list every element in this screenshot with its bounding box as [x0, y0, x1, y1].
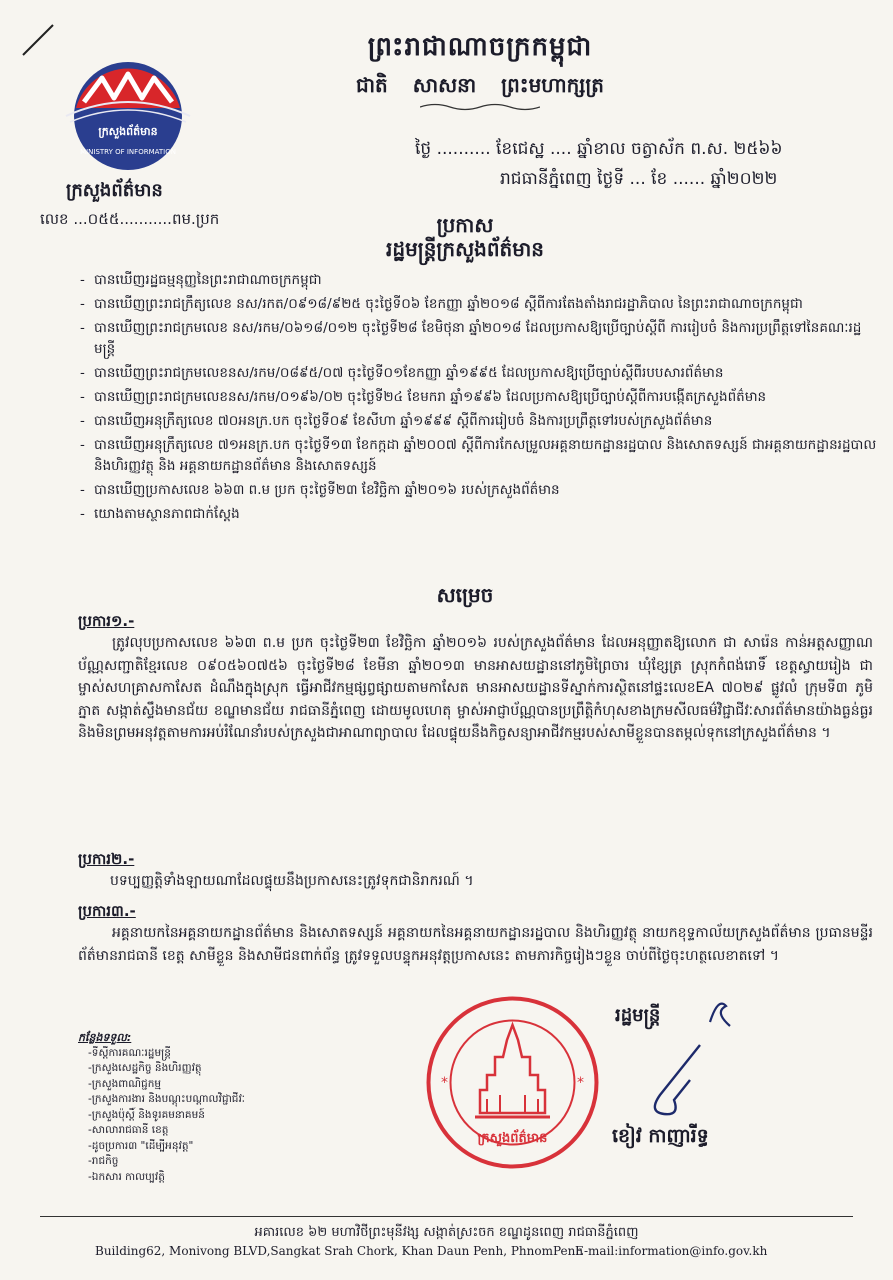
recipient-item: -ក្រសួងប៉ុស្តិ៍ និងទូរគមនាគមន៍ — [88, 1108, 205, 1121]
recipient-item: -ដូចប្រការ៣ "ដើម្បីអនុវត្ត" — [88, 1139, 194, 1152]
article-2-label: ប្រការ២.- — [78, 850, 135, 868]
article-1-label: ប្រការ១.- — [78, 612, 135, 630]
recipient-item: -ក្រសួងសេដ្ឋកិច្ច និងហិរញ្ញវត្ថុ — [88, 1062, 202, 1074]
footer-email: E-mail:information@info.gov.kh — [575, 1244, 768, 1258]
official-seal — [425, 995, 600, 1170]
considerations-list — [80, 270, 880, 528]
handwritten-slash-mark — [18, 20, 58, 60]
recipient-item: -សាលារាជធានី ខេត្ត — [88, 1124, 169, 1136]
consideration-item: - បានឃើញព្រះរាជក្រឹត្យលេខ នស/រកត/០៩១៨/៩២៥ ចុះថ្ងៃទី០៦ ខែកញ្ញា ឆ្នាំ២០១៨ ស្ដីពីការតែងតាំងរាជរដ្ឋាភិបាល នៃព្រះរាជាណាចក្រកម្ពុជា — [80, 294, 880, 315]
signatory-title: រដ្ឋមន្ត្រី — [615, 1005, 661, 1026]
ornamental-divider — [420, 102, 540, 112]
recipient-item: -ទីស្ដីការគណៈរដ្ឋមន្ត្រី — [88, 1046, 171, 1059]
svg-text:ក្រសួងព័ត៌មាន: ក្រសួងព័ត៌មាន — [477, 1131, 548, 1146]
footer-divider — [40, 1216, 853, 1217]
handwritten-signature — [640, 1040, 710, 1130]
recipient-item: -រាជកិច្ច — [88, 1155, 119, 1167]
svg-text:MINISTRY OF INFORMATION: MINISTRY OF INFORMATION — [80, 148, 176, 156]
recipient-item: -ក្រសួងពាណិជ្ជកម្ម — [88, 1077, 162, 1090]
footer-address-khmer: អគារលេខ ៦២ មហាវិថីព្រះមុនីវង្ស សង្កាត់ស្រះចក ខណ្ឌដូនពេញ រាជធានីភ្នំពេញ — [254, 1225, 639, 1240]
recipients-title: កន្លែងទទួល: — [78, 1031, 132, 1044]
article-1-text: ត្រូវលុបប្រកាសលេខ ៦៦៣ ព.ម ប្រក ចុះថ្ងៃទី២៣ ខែវិច្ឆិកា ឆ្នាំ២០១៦ របស់ក្រសួងព័ត៌មាន ដែលអនុញ្ញាតឱ្យលោក ជា សារ៉េន កាន់អត្តសញ្ញាណប័ណ្ណសញ្ជាតិខ្មែរលេខ ០៩០៥៦០៧៥៦ ចុះថ្ងៃទី២៨ ខែមីនា ឆ្នាំ២០១៣ មានអាសយដ្ឋាននៅភូមិព្រៃចារ ឃុំខ្សែត្រ ស្រុកកំពង់រោទិ៍ ខេត្តស្វាយរៀង ជាម្ចាស់សហគ្រាសកាសែត ដំណឹងក្នុងស្រុក ធ្វើអាជីវកម្មផ្សព្វផ្សាយតាមកាសែត មានអាសយដ្ឋានទីស្នាក់ការស្ថិតនៅផ្ទះលេខEA ៧០២៩ ផ្លូវលំ ក្រុមទី៣ ភូមិភ្នាត សង្កាត់ស្ទឹងមានជ័យ ខណ្ឌមានជ័យ រាជធានីភ្នំពេញ ដោយមូលហេតុ ម្ចាស់អាជ្ញាប័ណ្ណបានប្រព្រឹត្តិកំហុសខាងក្រមសីលធម៌វិជ្ជាជីវៈសារព័ត៌មានយ៉ាងធ្ងន់ធ្ងរ និងមិនព្រមអនុវត្តតាមការអប់រំណែនាំរបស់ក្រសួងជាអាណាព្យាបាល ដែលផ្ទុយនឹងកិច្ចសន្យាអាជីវកម្មរបស់សាមីខ្លួនបានតម្កល់ទុកនៅក្រសួងព័ត៌មាន ។ — [78, 635, 873, 741]
document-type: ប្រកាស — [436, 213, 494, 237]
ministry-logo — [62, 58, 194, 174]
consideration-item: - បានឃើញអនុក្រឹត្យលេខ ៧១អនក្រ.បក ចុះថ្ងៃទី១៣ ខែកក្កដា ឆ្នាំ២០០៧ ស្ដីពីការកែសម្រួលអគ្គនាយកដ្ឋានរដ្ឋបាល និងសោតទស្សន៍ ជាអគ្គនាយកដ្ឋានរដ្ឋបាល និងហិរញ្ញវត្ថុ និង អគ្គនាយកដ្ឋានព័ត៌មាន និងសោតទស្សន៍ — [80, 435, 880, 477]
recipient-item: -ក្រសួងការងារ និងបណ្ដុះបណ្ដាលវិជ្ជាជីវៈ — [88, 1093, 246, 1105]
recipient-item: -ឯកសារ កាលប្បវត្តិ — [88, 1170, 165, 1183]
consideration-item: - យោងតាមស្ថានភាពជាក់ស្ដែង — [80, 504, 880, 525]
kingdom-heading: ព្រះរាជាណាចក្រកម្ពុជា — [367, 32, 593, 62]
solar-date: រាជធានីភ្នំពេញ ថ្ងៃទី ... ខែ ...... ឆ្នាំ២០២២ — [500, 169, 778, 189]
national-motto: ជាតិ សាសនា ព្រះមហាក្សត្រ — [356, 73, 604, 97]
consideration-item: - បានឃើញព្រះរាជក្រមលេខនស/រកម/០៨៩៥/០៧ ចុះថ្ងៃទី០១ខែកញ្ញា ឆ្នាំ១៩៩៥ ដែលប្រកាសឱ្យប្រើច្បាប់ស្ដីពីរបបសារព័ត៌មាន — [80, 363, 880, 384]
article-3-text: អគ្គនាយកនៃអគ្គនាយកដ្ឋានព័ត៌មាន និងសោតទស្សន៍ អគ្គនាយកនៃអគ្គនាយកដ្ឋានរដ្ឋបាល និងហិរញ្ញវត្ថុ នាយកខុទ្ទកាល័យក្រសួងព័ត៌មាន ប្រធានមន្ទីរព័ត៌មានរាជធានី ខេត្ត សាមីខ្លួន និងសាមីជនពាក់ព័ន្ធ ត្រូវទទួលបន្ទុកអនុវត្តប្រកាសនេះ តាមភារកិច្ចរៀងៗខ្លួន ចាប់ពីថ្ងៃចុះហត្ថលេខាតទៅ ។ — [78, 925, 873, 964]
reference-number: លេខ ...០៥៥...........ពម.ប្រក — [40, 210, 220, 228]
svg-text:*: * — [441, 1075, 448, 1091]
consideration-item: - បានឃើញព្រះរាជក្រមលេខនស/រកម/០១៩៦/០២ ចុះថ្ងៃទី២៤ ខែមករា ឆ្នាំ១៩៩៦ ដែលប្រកាសឱ្យប្រើច្បាប់ស្ដីពីការបង្កើតក្រសួងព័ត៌មាន — [80, 387, 880, 408]
decision-heading: សម្រេច — [436, 583, 494, 607]
document-issuer: រដ្ឋមន្ត្រីក្រសួងព័ត៌មាន — [386, 237, 544, 261]
article-3-label: ប្រការ៣.- — [78, 902, 136, 920]
lunar-date: ថ្ងៃ .......... ខែជេស្ឋ .... ឆ្នាំខាល ចត្វាស័ក ព.ស. ២៥៦៦ — [415, 139, 783, 159]
consideration-item: - បានឃើញព្រះរាជក្រមលេខ នស/រកម/០៦១៨/០១២ ចុះថ្ងៃទី២៨ ខែមិថុនា ឆ្នាំ២០១៨ ដែលប្រកាសឱ្យប្រើច្បាប់ស្ដីពី ការរៀបចំ និងការប្រព្រឹត្តទៅនៃគណៈរដ្ឋមន្ត្រី — [80, 318, 880, 360]
svg-text:*: * — [577, 1075, 584, 1091]
consideration-item: - បានឃើញប្រកាសលេខ ៦៦៣ ព.ម ប្រក ចុះថ្ងៃទី២៣ ខែវិច្ឆិកា ឆ្នាំ២០១៦ របស់ក្រសួងព័ត៌មាន — [80, 480, 880, 501]
initial-mark — [700, 992, 740, 1032]
consideration-item: - បានឃើញរដ្ឋធម្មនុញ្ញនៃព្រះរាជាណាចក្រកម្ពុជា — [80, 270, 880, 291]
ministry-name: ក្រសួងព័ត៌មាន — [66, 180, 163, 201]
recipients-list — [78, 1030, 278, 1185]
signatory-name: ខៀវ កាញារីទ្ធ — [612, 1125, 709, 1147]
article-2-text: បទប្បញ្ញត្តិទាំងឡាយណាដែលផ្ទុយនឹងប្រកាសនេះត្រូវទុកជានិរាករណ៍ ។ — [110, 873, 474, 889]
footer-address: Building62, Monivong BLVD,Sangkat Srah Chork, Khan Daun Penh, PhnomPenh — [95, 1244, 584, 1258]
consideration-item: - បានឃើញអនុក្រឹត្យលេខ ៧០អនក្រ.បក ចុះថ្ងៃទី០៩ ខែសីហា ឆ្នាំ១៩៩៩ ស្ដីពីការរៀបចំ និងការប្រព្រឹត្តទៅរបស់ក្រសួងព័ត៌មាន — [80, 411, 880, 432]
svg-text:ក្រសួងព័ត៌មាន: ក្រសួងព័ត៌មាន — [98, 125, 158, 138]
